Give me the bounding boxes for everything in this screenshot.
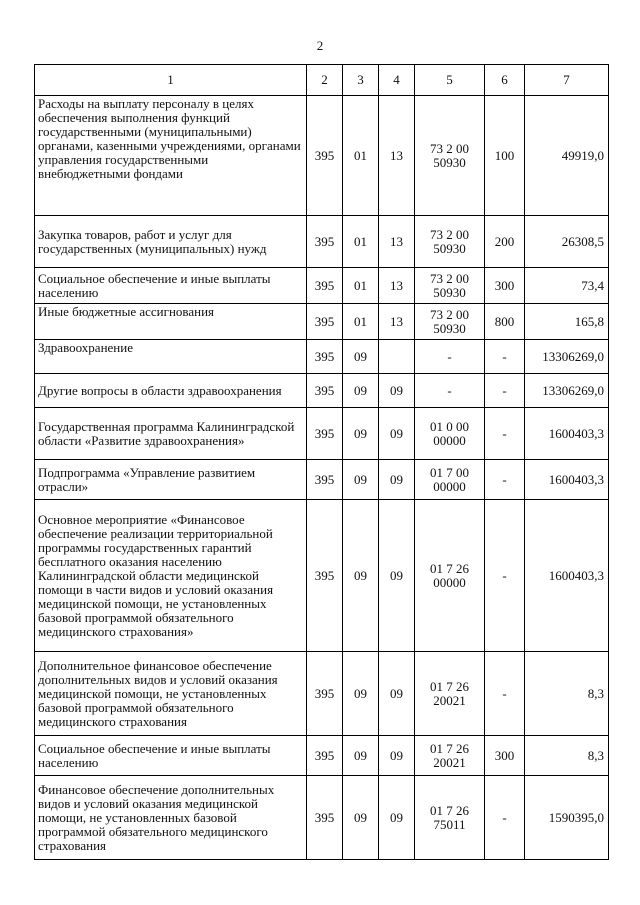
expense-type-code: - bbox=[485, 340, 525, 374]
subsection-code bbox=[379, 340, 415, 374]
admin-code: 395 bbox=[307, 408, 343, 460]
expense-type-code: - bbox=[485, 652, 525, 736]
target-article-code: 73 2 00 50930 bbox=[415, 304, 485, 340]
column-header-6: 6 bbox=[485, 65, 525, 96]
row-name: Подпрограмма «Управление развитием отрасли» bbox=[35, 460, 307, 500]
row-name: Финансовое обеспечение дополнительных видов и условий оказания медицинской помощи, не установленных базовой программой обязательного медицинского страхования bbox=[35, 776, 307, 860]
row-name: Государственная программа Калининградской области «Развитие здравоохранения» bbox=[35, 408, 307, 460]
amount: 73,4 bbox=[525, 268, 609, 304]
table-row bbox=[35, 652, 609, 736]
section-code: 09 bbox=[343, 340, 379, 374]
target-article-code: 01 7 26 20021 bbox=[415, 736, 485, 776]
admin-code: 395 bbox=[307, 500, 343, 652]
target-article-code: 01 7 26 75011 bbox=[415, 776, 485, 860]
subsection-code: 09 bbox=[379, 652, 415, 736]
table-row bbox=[35, 374, 609, 408]
table-row bbox=[35, 268, 609, 304]
subsection-code: 09 bbox=[379, 374, 415, 408]
subsection-code: 13 bbox=[379, 268, 415, 304]
row-name: Закупка товаров, работ и услуг для государственных (муниципальных) нужд bbox=[35, 216, 307, 268]
table-row bbox=[35, 776, 609, 860]
expense-type-code: - bbox=[485, 408, 525, 460]
target-article-code: - bbox=[415, 340, 485, 374]
section-code: 01 bbox=[343, 268, 379, 304]
table-row bbox=[35, 216, 609, 268]
subsection-code: 13 bbox=[379, 216, 415, 268]
amount: 1600403,3 bbox=[525, 408, 609, 460]
target-article-code: 01 7 00 00000 bbox=[415, 460, 485, 500]
section-code: 01 bbox=[343, 304, 379, 340]
subsection-code: 09 bbox=[379, 460, 415, 500]
section-code: 09 bbox=[343, 374, 379, 408]
table-header-row bbox=[35, 65, 609, 96]
section-code: 09 bbox=[343, 460, 379, 500]
target-article-code: 01 0 00 00000 bbox=[415, 408, 485, 460]
amount: 26308,5 bbox=[525, 216, 609, 268]
amount: 1600403,3 bbox=[525, 460, 609, 500]
expense-type-code: - bbox=[485, 776, 525, 860]
section-code: 09 bbox=[343, 408, 379, 460]
row-name: Основное мероприятие «Финансовое обеспечение реализации территориальной программы государственных гарантий бесплатного оказания населению Калининградской области медицинской помощи в части видов и условий оказания медицинской помощи, не установленных базовой программой обязательного медицинского страхования» bbox=[35, 500, 307, 652]
table-row bbox=[35, 736, 609, 776]
expense-type-code: - bbox=[485, 374, 525, 408]
column-header-7: 7 bbox=[525, 65, 609, 96]
column-header-2: 2 bbox=[307, 65, 343, 96]
table-row bbox=[35, 340, 609, 374]
column-header-5: 5 bbox=[415, 65, 485, 96]
table-row bbox=[35, 304, 609, 340]
admin-code: 395 bbox=[307, 776, 343, 860]
subsection-code: 13 bbox=[379, 304, 415, 340]
target-article-code: - bbox=[415, 374, 485, 408]
row-name: Здравоохранение bbox=[35, 340, 307, 374]
row-name: Социальное обеспечение и иные выплаты населению bbox=[35, 736, 307, 776]
subsection-code: 13 bbox=[379, 96, 415, 216]
amount: 49919,0 bbox=[525, 96, 609, 216]
admin-code: 395 bbox=[307, 304, 343, 340]
admin-code: 395 bbox=[307, 736, 343, 776]
amount: 1600403,3 bbox=[525, 500, 609, 652]
expense-type-code: 300 bbox=[485, 736, 525, 776]
budget-table bbox=[34, 64, 609, 860]
amount: 8,3 bbox=[525, 736, 609, 776]
expense-type-code: 300 bbox=[485, 268, 525, 304]
subsection-code: 09 bbox=[379, 408, 415, 460]
row-name: Расходы на выплату персоналу в целях обеспечения выполнения функций государственными (муниципальными) органами, казенными учреждениями, органами управления государственными внебюджетными фондами bbox=[35, 96, 307, 216]
target-article-code: 73 2 00 50930 bbox=[415, 216, 485, 268]
table-row bbox=[35, 460, 609, 500]
admin-code: 395 bbox=[307, 216, 343, 268]
section-code: 09 bbox=[343, 652, 379, 736]
admin-code: 395 bbox=[307, 460, 343, 500]
amount: 13306269,0 bbox=[525, 374, 609, 408]
target-article-code: 73 2 00 50930 bbox=[415, 268, 485, 304]
admin-code: 395 bbox=[307, 374, 343, 408]
column-header-1: 1 bbox=[35, 65, 307, 96]
admin-code: 395 bbox=[307, 268, 343, 304]
column-header-3: 3 bbox=[343, 65, 379, 96]
target-article-code: 01 7 26 00000 bbox=[415, 500, 485, 652]
target-article-code: 01 7 26 20021 bbox=[415, 652, 485, 736]
expense-type-code: 100 bbox=[485, 96, 525, 216]
section-code: 09 bbox=[343, 776, 379, 860]
row-name: Социальное обеспечение и иные выплаты населению bbox=[35, 268, 307, 304]
row-name: Другие вопросы в области здравоохранения bbox=[35, 374, 307, 408]
amount: 13306269,0 bbox=[525, 340, 609, 374]
table-row bbox=[35, 408, 609, 460]
admin-code: 395 bbox=[307, 96, 343, 216]
section-code: 09 bbox=[343, 500, 379, 652]
expense-type-code: - bbox=[485, 500, 525, 652]
subsection-code: 09 bbox=[379, 500, 415, 652]
admin-code: 395 bbox=[307, 652, 343, 736]
section-code: 01 bbox=[343, 216, 379, 268]
row-name: Дополнительное финансовое обеспечение дополнительных видов и условий оказания медицинской помощи, не установленных базовой программой обязательного медицинского страхования bbox=[35, 652, 307, 736]
row-name: Иные бюджетные ассигнования bbox=[35, 304, 307, 340]
page-number: 2 bbox=[316, 38, 324, 53]
table-row bbox=[35, 96, 609, 216]
amount: 165,8 bbox=[525, 304, 609, 340]
amount: 1590395,0 bbox=[525, 776, 609, 860]
target-article-code: 73 2 00 50930 bbox=[415, 96, 485, 216]
subsection-code: 09 bbox=[379, 736, 415, 776]
expense-type-code: - bbox=[485, 460, 525, 500]
column-header-4: 4 bbox=[379, 65, 415, 96]
expense-type-code: 800 bbox=[485, 304, 525, 340]
admin-code: 395 bbox=[307, 340, 343, 374]
table-row bbox=[35, 500, 609, 652]
amount: 8,3 bbox=[525, 652, 609, 736]
expense-type-code: 200 bbox=[485, 216, 525, 268]
section-code: 01 bbox=[343, 96, 379, 216]
section-code: 09 bbox=[343, 736, 379, 776]
subsection-code: 09 bbox=[379, 776, 415, 860]
